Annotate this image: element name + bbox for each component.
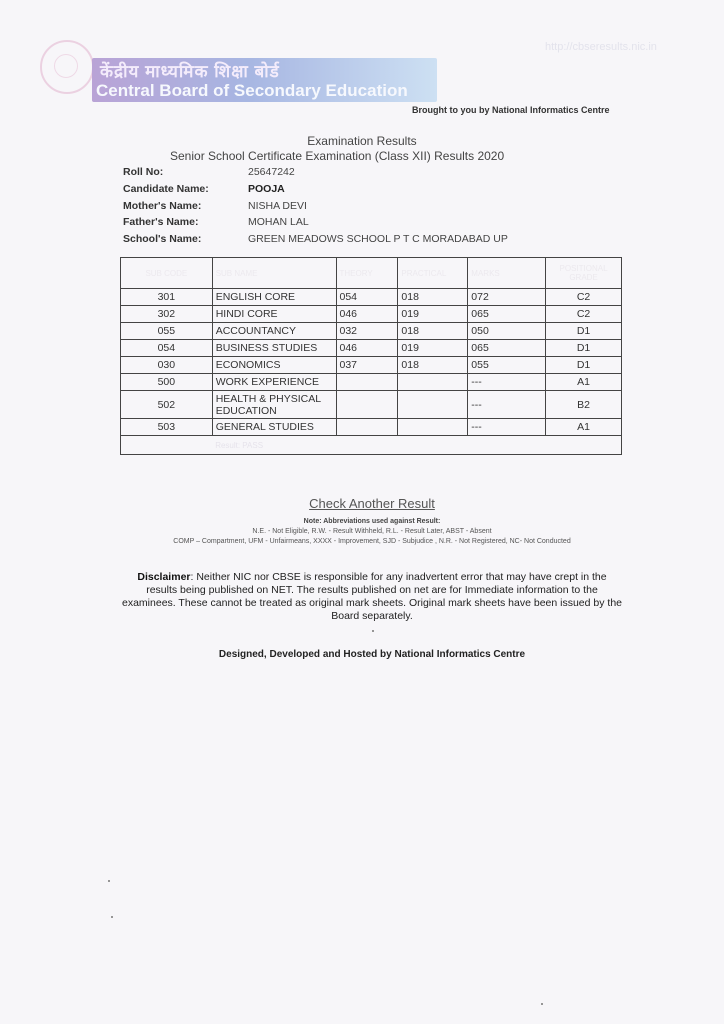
header-sub-code: SUB CODE — [121, 258, 213, 289]
grade: D1 — [546, 357, 622, 374]
footer-credit: Designed, Developed and Hosted by National Informatics Centre — [218, 649, 526, 660]
candidate-name-value: POOJA — [248, 182, 285, 195]
practical-marks — [398, 391, 468, 419]
table-row — [121, 391, 622, 419]
scan-speck — [108, 880, 110, 882]
total-marks: 055 — [468, 357, 546, 374]
practical-marks: 018 — [398, 357, 468, 374]
father-name-value: MOHAN LAL — [248, 216, 309, 229]
total-marks: 065 — [468, 306, 546, 323]
practical-marks: 019 — [398, 306, 468, 323]
result-text: Result: PASS — [212, 436, 621, 455]
sub-name: BUSINESS STUDIES — [212, 340, 336, 357]
grade: C2 — [546, 306, 622, 323]
sub-name: ECONOMICS — [212, 357, 336, 374]
exam-title: Senior School Certificate Examination (Class XII) Results 2020 — [170, 149, 505, 163]
sub-name: HINDI CORE — [212, 306, 336, 323]
check-another-result-link[interactable]: Check Another Result — [309, 496, 435, 511]
marks-table — [120, 257, 622, 455]
roll-label: Roll No: — [123, 166, 164, 178]
practical-marks: 018 — [398, 323, 468, 340]
table-row — [121, 323, 622, 340]
theory-marks: 032 — [336, 323, 398, 340]
banner-english-title: Central Board of Secondary Education — [96, 81, 408, 100]
roll-value: 25647242 — [248, 166, 295, 178]
grade: A1 — [546, 419, 622, 436]
candidate-name-label: Candidate Name: — [123, 182, 209, 195]
scan-speck — [541, 1003, 543, 1005]
practical-marks — [398, 419, 468, 436]
theory-marks — [336, 419, 398, 436]
disclaimer-label: Disclaimer — [137, 571, 191, 583]
sub-code: 302 — [121, 306, 213, 323]
practical-marks: 018 — [398, 289, 468, 306]
theory-marks: 054 — [336, 289, 398, 306]
result-spacer — [121, 436, 213, 455]
grade: D1 — [546, 340, 622, 357]
total-marks: 072 — [468, 289, 546, 306]
cbse-seal-logo — [40, 40, 94, 94]
mother-name-label: Mother's Name: — [123, 199, 202, 212]
theory-marks — [336, 374, 398, 391]
table-row — [121, 306, 622, 323]
cbse-banner-logo — [92, 58, 437, 102]
total-marks: --- — [468, 419, 546, 436]
table-row — [121, 289, 622, 306]
result-row — [121, 436, 622, 455]
disclaimer — [122, 571, 622, 623]
table-row — [121, 340, 622, 357]
abbreviations-line-2: COMP – Compartment, UFM - Unfairmeans, XXXX - Improvement, SJD - Subjudice , N.R. - Not Registered, NC- Not Conducted — [173, 538, 571, 545]
sub-code: 054 — [121, 340, 213, 357]
theory-marks: 046 — [336, 306, 398, 323]
sub-code: 503 — [121, 419, 213, 436]
sub-name: WORK EXPERIENCE — [212, 374, 336, 391]
sub-code: 301 — [121, 289, 213, 306]
header-grade: POSITIONAL GRADE — [546, 258, 622, 289]
banner-hindi-title: केंद्रीय माध्यमिक शिक्षा बोर्ड — [100, 62, 280, 81]
grade: C2 — [546, 289, 622, 306]
practical-marks: 019 — [398, 340, 468, 357]
total-marks: 065 — [468, 340, 546, 357]
total-marks: --- — [468, 374, 546, 391]
theory-marks — [336, 391, 398, 419]
grade: A1 — [546, 374, 622, 391]
site-url: http://cbseresults.nic.in — [545, 41, 657, 53]
sub-name: HEALTH & PHYSICAL EDUCATION — [212, 391, 336, 419]
header-sub-name: SUB NAME — [212, 258, 336, 289]
practical-marks — [398, 374, 468, 391]
total-marks: 050 — [468, 323, 546, 340]
school-name-value: GREEN MEADOWS SCHOOL P T C MORADABAD UP — [248, 233, 508, 246]
header-marks: MARKS — [468, 258, 546, 289]
school-name-label: School's Name: — [123, 233, 202, 246]
grade: B2 — [546, 391, 622, 419]
scan-speck — [111, 916, 113, 918]
sub-name: ENGLISH CORE — [212, 289, 336, 306]
total-marks: --- — [468, 391, 546, 419]
table-row — [121, 419, 622, 436]
sub-code: 500 — [121, 374, 213, 391]
abbreviations-note: Note: Abbreviations used against Result: — [303, 518, 441, 525]
sub-code: 055 — [121, 323, 213, 340]
sub-code: 030 — [121, 357, 213, 374]
abbreviations-line-1: N.E. - Not Eligible, R.W. - Result Withheld, R.L. - Result Later, ABST - Absent — [252, 528, 492, 535]
theory-marks: 046 — [336, 340, 398, 357]
table-row — [121, 374, 622, 391]
table-row — [121, 357, 622, 374]
header-practical: PRACTICAL — [398, 258, 468, 289]
sub-code: 502 — [121, 391, 213, 419]
table-header-row — [121, 258, 622, 289]
sub-name: ACCOUNTANCY — [212, 323, 336, 340]
theory-marks: 037 — [336, 357, 398, 374]
grade: D1 — [546, 323, 622, 340]
father-name-label: Father's Name: — [123, 216, 199, 229]
brought-by-text: Brought to you by National Informatics Centre — [412, 105, 610, 115]
header-theory: THEORY — [336, 258, 398, 289]
scan-speck — [372, 630, 374, 632]
page-title: Examination Results — [307, 134, 417, 148]
mother-name-value: NISHA DEVI — [248, 199, 307, 212]
sub-name: GENERAL STUDIES — [212, 419, 336, 436]
disclaimer-text: : Neither NIC nor CBSE is responsible for any inadvertent error that may have crept in the results being published on NET. The results published on net are for Immediate information to the examinees. These cannot be treated as original mark sheets. Original mark sheets have been issued by the Board separately. — [122, 571, 623, 622]
